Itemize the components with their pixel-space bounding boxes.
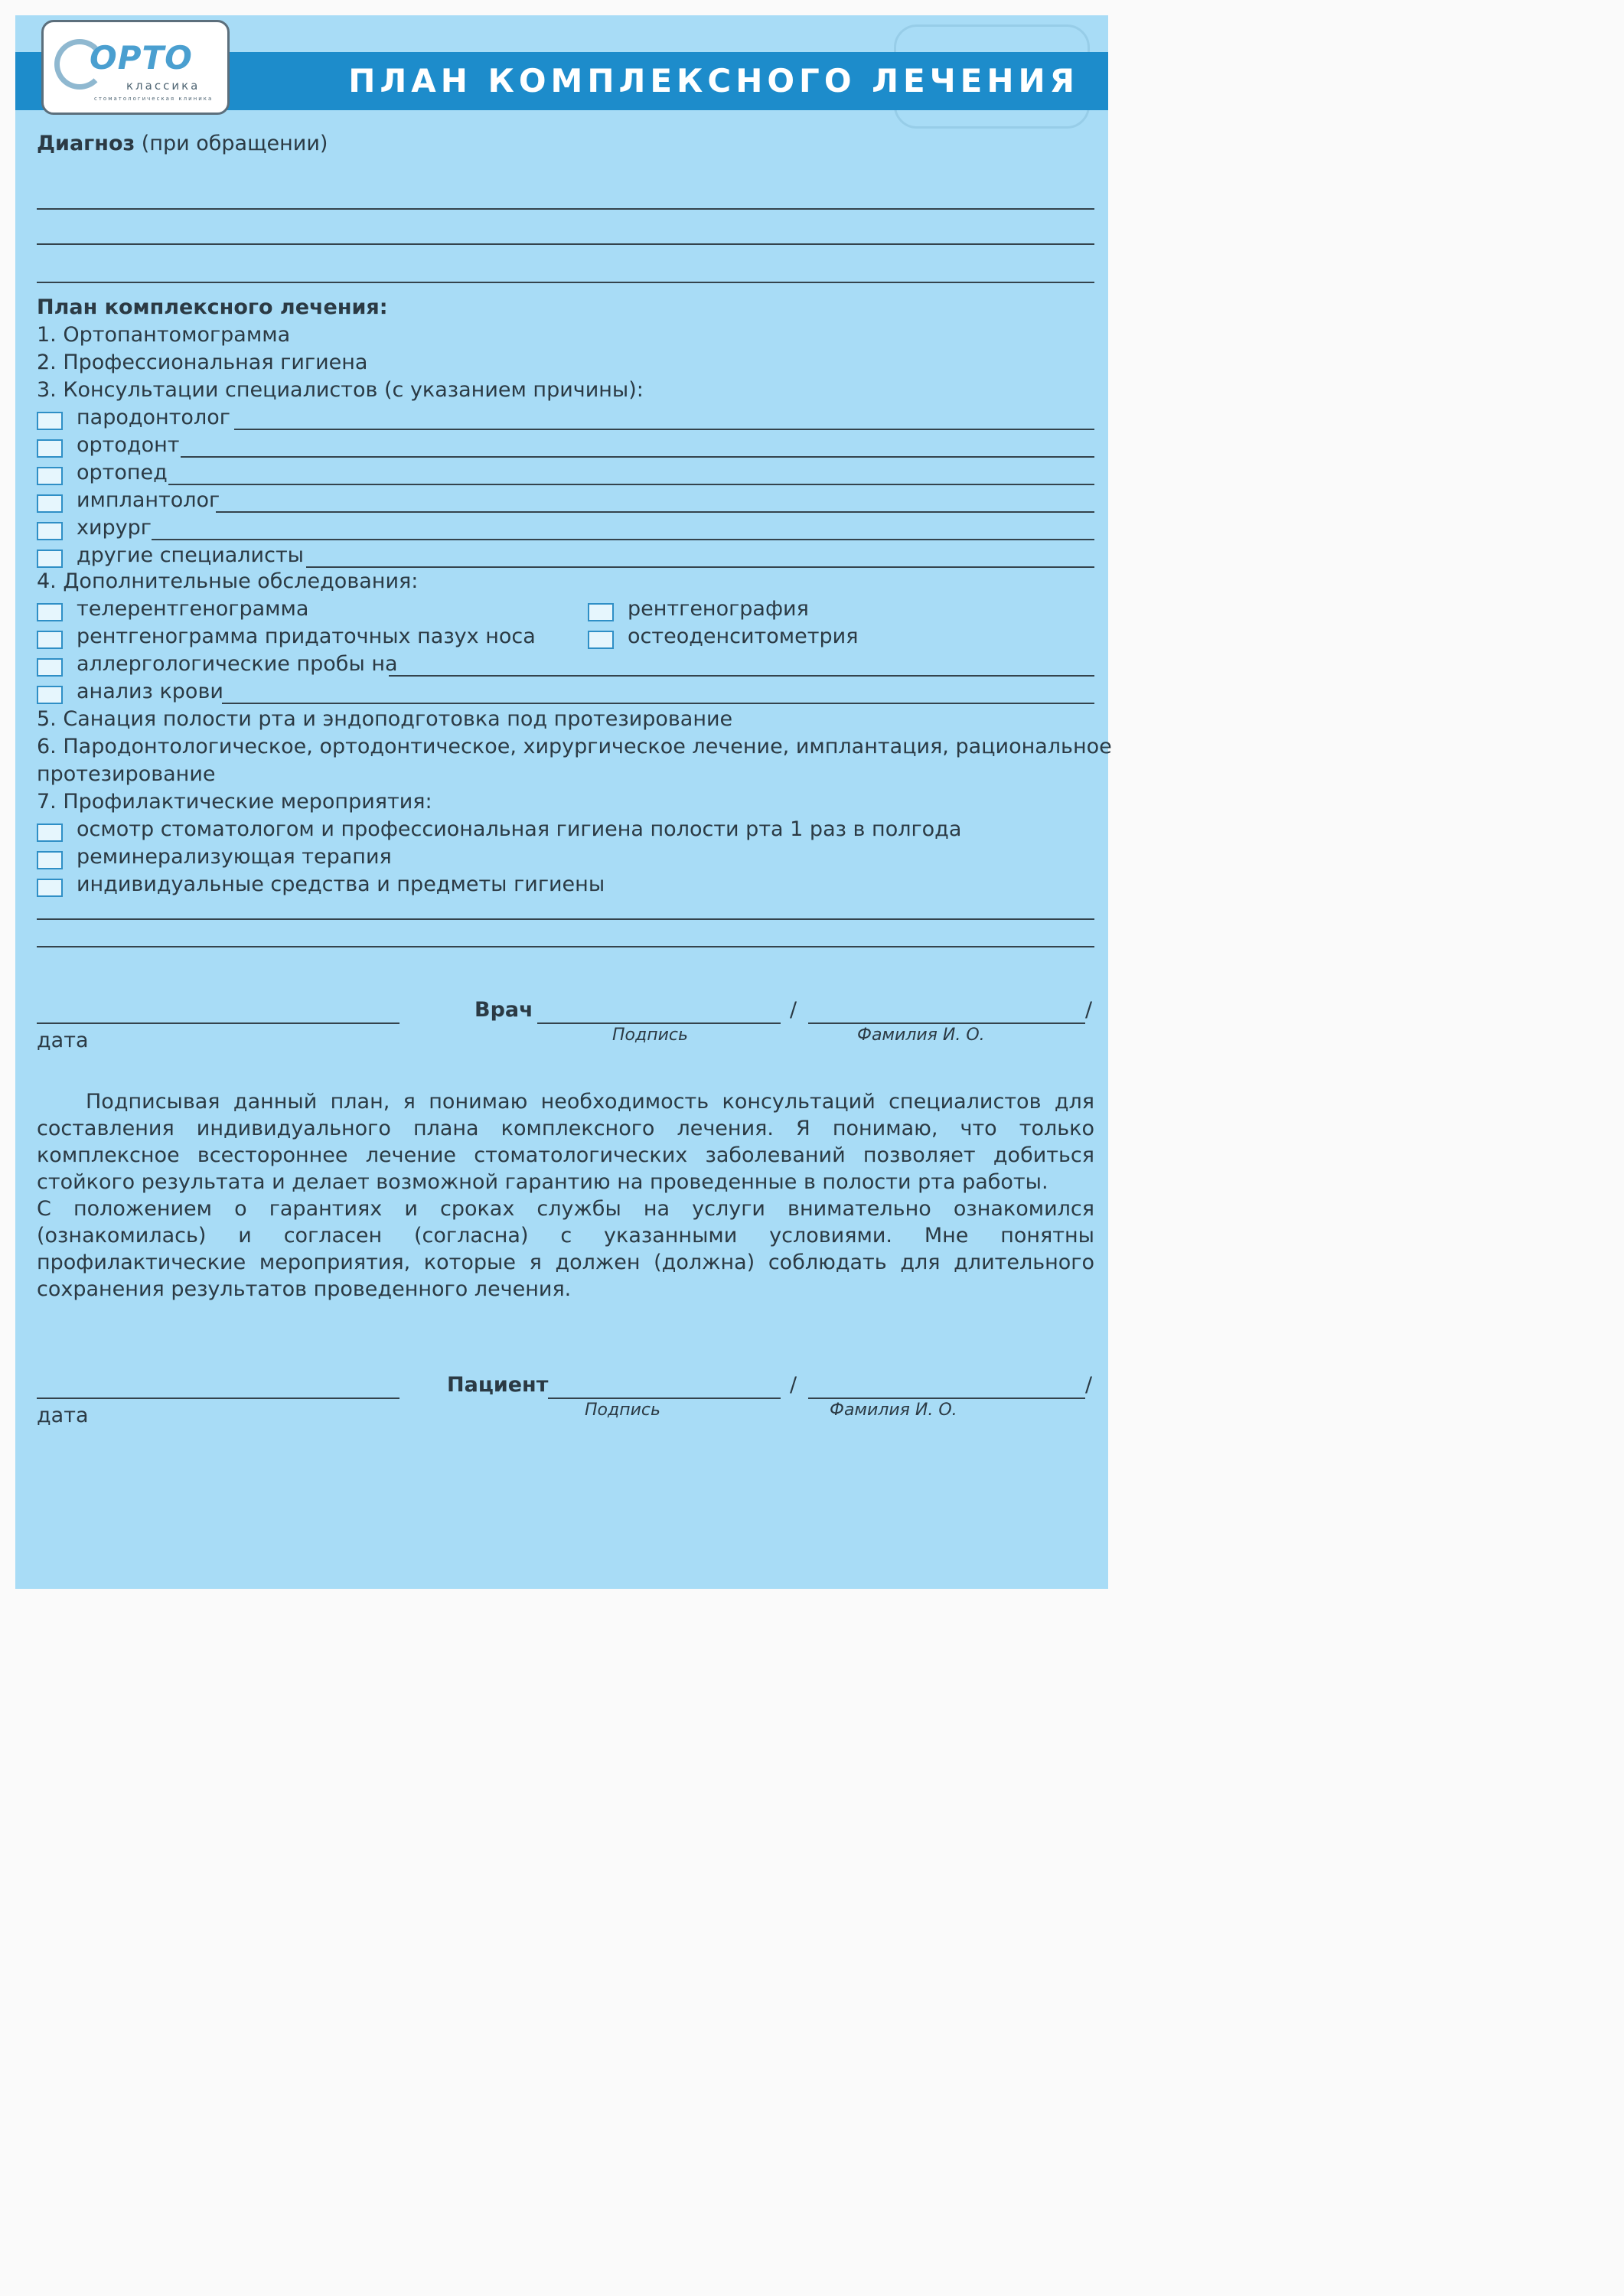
doctor-name-caption: Фамилия И. О.: [857, 1026, 985, 1045]
specialist-reason-line[interactable]: [152, 539, 1094, 540]
exam-blood-test: анализ крови: [77, 680, 223, 703]
clinic-logo: [41, 20, 230, 115]
specialist-reason-line[interactable]: [168, 484, 1094, 485]
separator-slash: /: [790, 998, 797, 1022]
checkbox-sinus-xray[interactable]: [37, 631, 63, 649]
diagnosis-line-3[interactable]: [37, 282, 1094, 283]
checkbox-orthopedist[interactable]: [37, 467, 63, 485]
consent-paragraph-2: С положением о гарантиях и сроках службы на услуги внимательно ознакомился (ознакомилась) и согласен (согласна) с указанными условиями. Мне понятны профилактические мероприятия, которые я должен (должна) соблюдать для длительного сохранения результатов проведенного лечения.: [37, 1197, 1094, 1301]
checkbox-teleroentgenogram[interactable]: [37, 603, 63, 621]
checkbox-surgeon[interactable]: [37, 522, 63, 540]
specialist-reason-line[interactable]: [181, 456, 1094, 458]
separator-slash: /: [1085, 1373, 1093, 1397]
notes-line-2[interactable]: [37, 946, 1094, 947]
plan-item-1: 1. Ортопантомограмма: [37, 323, 291, 347]
consent-paragraph-1: Подписывая данный план, я понимаю необходимость консультаций специалистов для составления индивидуального плана комплексного лечения. Я понимаю, что только комплексное всестороннее лечение стоматологических заболеваний позволяет добиться стойкого результата и делает возможной гарантию на проведенные в полости рта работы.: [37, 1090, 1094, 1194]
checkbox-radiography[interactable]: [588, 603, 614, 621]
exam-teleroentgenogram: телерентгенограмма: [77, 597, 309, 621]
prevention-hygiene-products: индивидуальные средства и предметы гигиены: [77, 872, 605, 896]
checkbox-orthodontist[interactable]: [37, 439, 63, 458]
diagnosis-line-2[interactable]: [37, 243, 1094, 245]
doctor-date-label: дата: [37, 1029, 89, 1052]
diagnosis-label: Диагноз: [37, 132, 135, 155]
patient-signature-line[interactable]: [548, 1397, 781, 1399]
notes-line-1[interactable]: [37, 918, 1094, 920]
plan-item-5: 5. Санация полости рта и эндоподготовка под протезирование: [37, 707, 733, 731]
consent-text: [37, 1088, 1094, 1303]
diagnosis-line-1[interactable]: [37, 208, 1094, 210]
plan-item-4: 4. Дополнительные обследования:: [37, 569, 419, 593]
logo-wordmark: ОРТО: [90, 39, 193, 77]
plan-item-3: 3. Консультации специалистов (с указанием причины):: [37, 378, 644, 402]
checkbox-hygiene-products[interactable]: [37, 879, 63, 897]
specialist-implantologist: имплантолог: [77, 488, 220, 512]
exam-osteodensitometry: остеоденситометрия: [628, 625, 859, 648]
prevention-remineralization: реминерализующая терапия: [77, 845, 392, 869]
checkbox-osteodensitometry[interactable]: [588, 631, 614, 649]
patient-date-label: дата: [37, 1404, 89, 1427]
form-title: ПЛАН КОМПЛЕКСНОГО ЛЕЧЕНИЯ: [348, 62, 1079, 99]
plan-item-7: 7. Профилактические мероприятия:: [37, 790, 432, 814]
patient-date-line[interactable]: [37, 1397, 399, 1399]
doctor-label: Врач: [474, 998, 533, 1022]
doctor-signature-line[interactable]: [537, 1022, 781, 1024]
specialist-reason-line[interactable]: [216, 511, 1094, 513]
specialist-orthodontist: ортодонт: [77, 433, 180, 457]
plan-heading: План комплексного лечения:: [37, 295, 388, 319]
checkbox-blood-test[interactable]: [37, 686, 63, 704]
specialist-reason-line[interactable]: [234, 429, 1094, 430]
exam-sinus-xray: рентгенограмма придаточных пазух носа: [77, 625, 536, 648]
form-sheet: [15, 15, 1112, 1589]
specialist-reason-line[interactable]: [306, 566, 1094, 568]
logo-tagline: стоматологическая клиника: [94, 96, 214, 102]
plan-item-6: 6. Пародонтологическое, ортодонтическое, хирургическое лечение, имплантация, рациональное: [37, 735, 1112, 758]
patient-name-caption: Фамилия И. О.: [830, 1401, 957, 1420]
exam-allergy-tests: аллергологические пробы на: [77, 652, 398, 676]
specialist-other: другие специалисты: [77, 543, 304, 567]
doctor-signature-caption: Подпись: [612, 1026, 688, 1045]
plan-item-6-continued: протезирование: [37, 762, 216, 786]
patient-signature-caption: Подпись: [585, 1401, 660, 1420]
checkbox-periodontist[interactable]: [37, 412, 63, 430]
prevention-checkup-hygiene: осмотр стоматологом и профессиональная гигиена полости рта 1 раз в полгода: [77, 817, 962, 841]
checkbox-checkup-hygiene[interactable]: [37, 823, 63, 842]
specialist-periodontist: пародонтолог: [77, 406, 230, 429]
diagnosis-label-row: [37, 132, 328, 155]
exam-radiography: рентгенография: [628, 597, 809, 621]
blood-test-line[interactable]: [222, 703, 1094, 704]
patient-name-line[interactable]: [808, 1397, 1085, 1399]
checkbox-remineralization[interactable]: [37, 851, 63, 869]
logo-subtitle: классика: [126, 79, 201, 93]
plan-item-2: 2. Профессиональная гигиена: [37, 351, 368, 374]
separator-slash: /: [1085, 998, 1093, 1022]
checkbox-implantologist[interactable]: [37, 494, 63, 513]
specialist-orthopedist: ортопед: [77, 461, 168, 484]
doctor-name-line[interactable]: [808, 1022, 1085, 1024]
doctor-date-line[interactable]: [37, 1022, 399, 1024]
checkbox-allergy-tests[interactable]: [37, 658, 63, 677]
diagnosis-hint: (при обращении): [141, 132, 328, 155]
patient-label: Пациент: [447, 1373, 549, 1397]
checkbox-other-specialists[interactable]: [37, 550, 63, 568]
specialist-surgeon: хирург: [77, 516, 152, 540]
separator-slash: /: [790, 1373, 797, 1397]
allergy-tests-line[interactable]: [389, 675, 1094, 677]
